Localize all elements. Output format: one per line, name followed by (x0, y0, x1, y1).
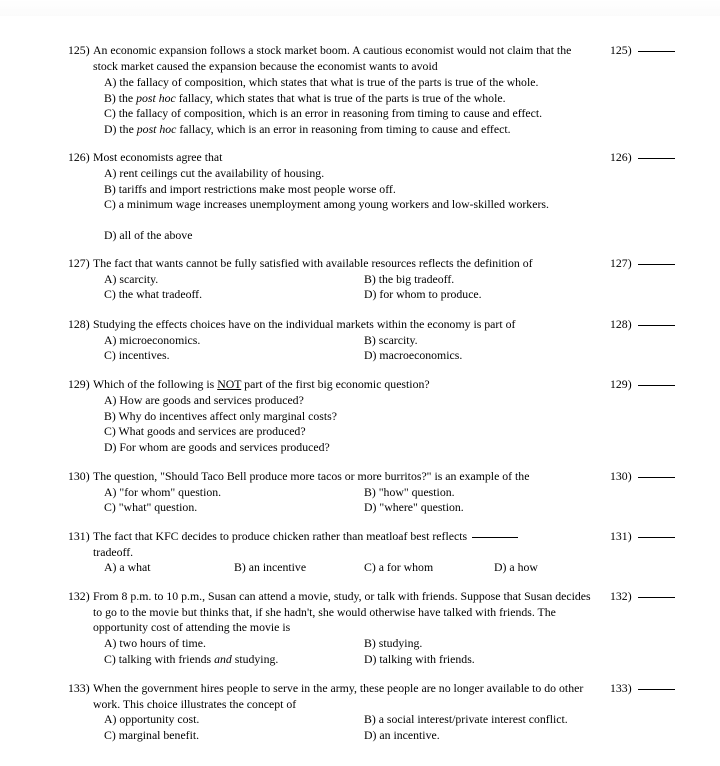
option-b: B) "how" question. (364, 485, 455, 499)
question-number: 127) (68, 256, 90, 270)
question-number: 125) (68, 43, 90, 57)
answer-label: 133) (610, 681, 632, 695)
answer-slot (610, 317, 675, 333)
answer-slot (610, 469, 675, 485)
option-a: A) opportunity cost. (104, 712, 200, 726)
question-stem: An economic expansion follows a stock market boom. A cautious economist would not claim that the stock market caused the expansion because the economist wants to avoid (93, 43, 572, 73)
answer-blank[interactable] (638, 325, 675, 326)
option-b: B) Why do incentives affect only marginal costs? (104, 409, 337, 423)
option-b: B) the post hoc fallacy, which states that what is true of the parts is true of the whole. (104, 91, 506, 105)
option-a: A) a what (104, 560, 151, 574)
answer-label: 129) (610, 377, 632, 391)
option-d: D) for whom to produce. (364, 287, 482, 301)
answer-label: 132) (610, 589, 632, 603)
option-b: B) the big tradeoff. (364, 272, 455, 286)
question-number: 131) (68, 529, 90, 543)
option-c: C) What goods and services are produced? (104, 424, 306, 438)
answer-label: 125) (610, 43, 632, 57)
option-d: D) an incentive. (364, 728, 440, 742)
question-stem: The question, "Should Taco Bell produce more tacos or more burritos?" is an example of the (93, 469, 530, 483)
option-d: D) all of the above (104, 228, 193, 242)
option-a: A) How are goods and services produced? (104, 393, 304, 407)
option-d: D) macroeconomics. (364, 348, 463, 362)
answer-blank[interactable] (638, 537, 675, 538)
question-stem: The fact that KFC decides to produce chicken rather than meatloaf best reflects tradeoff. (93, 529, 593, 560)
question-number: 126) (68, 150, 90, 164)
answer-blank[interactable] (638, 597, 675, 598)
answer-blank[interactable] (638, 385, 675, 386)
answer-blank[interactable] (638, 51, 675, 52)
question-stem: Most economists agree that (93, 150, 223, 164)
option-c: C) a minimum wage increases unemployment among young workers and low-skilled workers. (104, 197, 549, 211)
inline-blank (472, 537, 518, 538)
question-stem: Which of the following is NOT part of the first big economic question? (93, 377, 430, 391)
answer-slot (610, 43, 675, 59)
answer-slot (610, 681, 675, 697)
option-d: D) the post hoc fallacy, which is an error in reasoning from timing to cause and effect. (104, 122, 511, 136)
question-stem: From 8 p.m. to 10 p.m., Susan can attend a movie, study, or talk with friends. Suppose that Susan decides to go to the movie but thinks that, if she hadn't, she would otherwise have talked with friends. The opportunity cost of attending the movie is (93, 589, 591, 635)
option-b: B) a social interest/private interest conflict. (364, 712, 568, 726)
option-c: C) "what" question. (104, 500, 198, 514)
answer-slot (610, 529, 675, 545)
answer-label: 130) (610, 469, 632, 483)
answer-label: 127) (610, 256, 632, 270)
answer-blank[interactable] (638, 689, 675, 690)
option-a: A) two hours of time. (104, 636, 206, 650)
answer-blank[interactable] (638, 477, 675, 478)
option-b: B) an incentive (234, 560, 307, 574)
answer-blank[interactable] (638, 264, 675, 265)
option-d: D) talking with friends. (364, 652, 475, 666)
option-b: B) scarcity. (364, 333, 418, 347)
option-a: A) microeconomics. (104, 333, 201, 347)
question-stem: When the government hires people to serve in the army, these people are no longer available to do other work. This choice illustrates the concept of (93, 681, 584, 711)
option-a: A) the fallacy of composition, which states that what is true of the parts is true of the whole. (104, 75, 539, 89)
option-c: C) incentives. (104, 348, 170, 362)
question-stem: The fact that wants cannot be fully satisfied with available resources reflects the definition of (93, 256, 533, 270)
question-number: 130) (68, 469, 90, 483)
option-c: C) the fallacy of composition, which is an error in reasoning from timing to cause and effect. (104, 106, 543, 120)
option-c: C) talking with friends and studying. (104, 652, 279, 666)
option-a: A) scarcity. (104, 272, 159, 286)
question-number: 128) (68, 317, 90, 331)
option-b: B) tariffs and import restrictions make most people worse off. (104, 182, 396, 196)
option-d: D) a how (494, 560, 538, 574)
answer-label: 131) (610, 529, 632, 543)
answer-slot (610, 589, 675, 605)
answer-slot (610, 256, 675, 272)
option-a: A) "for whom" question. (104, 485, 222, 499)
answer-slot (610, 150, 675, 166)
option-b: B) studying. (364, 636, 423, 650)
question-number: 133) (68, 681, 90, 695)
option-c: C) the what tradeoff. (104, 287, 203, 301)
question-stem: Studying the effects choices have on the individual markets within the economy is part of (93, 317, 516, 331)
option-c: C) a for whom (364, 560, 434, 574)
option-c: C) marginal benefit. (104, 728, 200, 742)
question-number: 132) (68, 589, 90, 603)
answer-blank[interactable] (638, 158, 675, 159)
option-a: A) rent ceilings cut the availability of housing. (104, 166, 325, 180)
answer-label: 126) (610, 150, 632, 164)
answer-label: 128) (610, 317, 632, 331)
question-number: 129) (68, 377, 90, 391)
option-d: D) For whom are goods and services produced? (104, 440, 330, 454)
option-d: D) "where" question. (364, 500, 464, 514)
answer-slot (610, 377, 675, 393)
